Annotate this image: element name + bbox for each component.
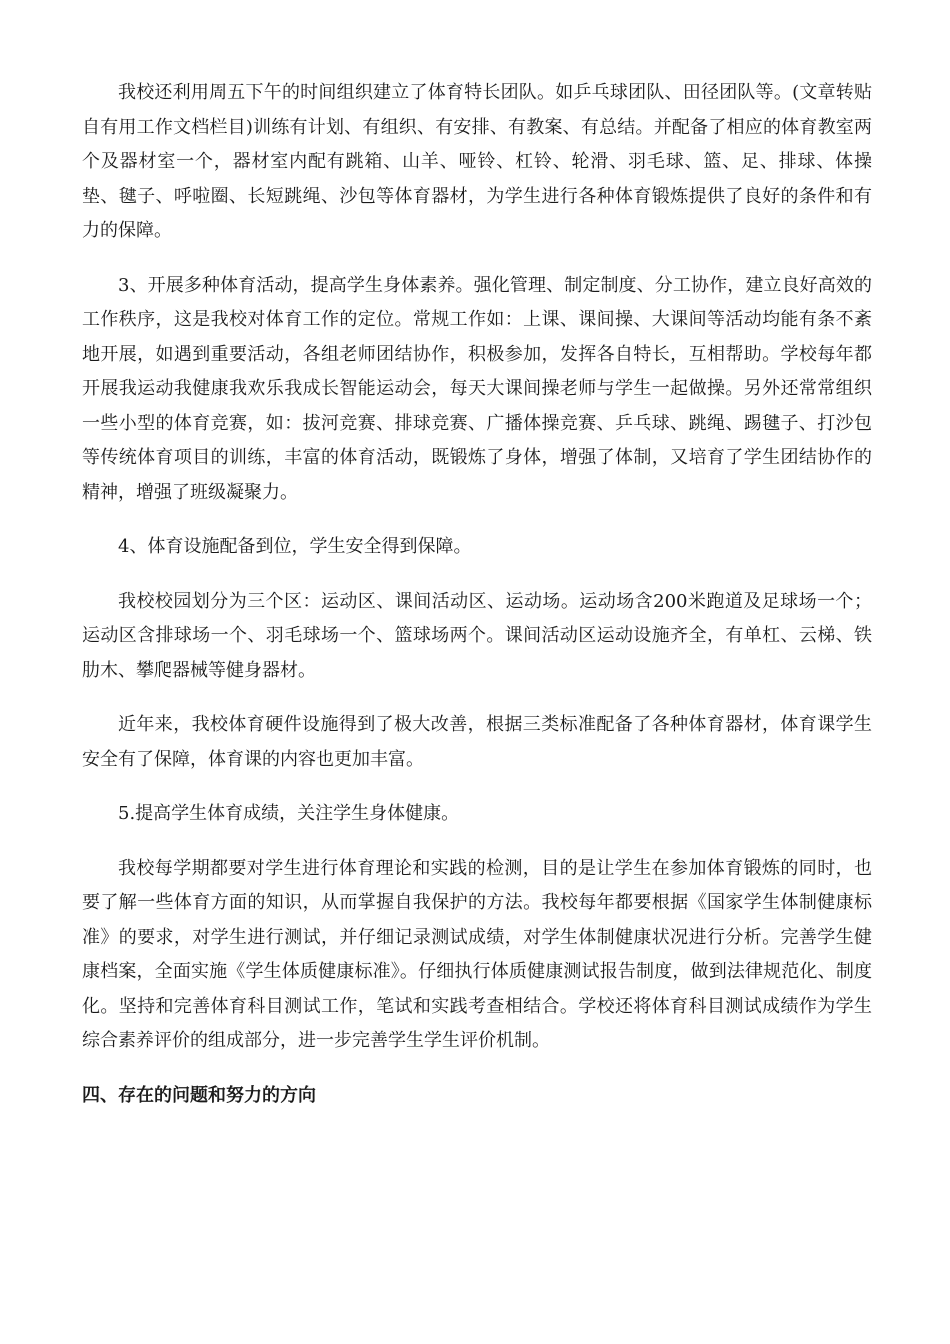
paragraph-facilities-title: 4、体育设施配备到位，学生安全得到保障。 bbox=[118, 536, 472, 557]
document-body bbox=[82, 76, 872, 1113]
paragraph-scores-title: 5.提高学生体育成绩，关注学生身体健康。 bbox=[118, 803, 460, 824]
paragraph-hardware-improvement: 近年来，我校体育硬件设施得到了极大改善，根据三类标准配备了各种体育器材，体育课学生安全有了保障，体育课的内容也更加丰富。 bbox=[82, 714, 872, 770]
paragraph-campus-zones: 我校校园划分为三个区：运动区、课间活动区、运动场。运动场含200米跑道及足球场一个；运动区含排球场一个、羽毛球场一个、篮球场两个。课间活动区运动设施齐全，有单杠、云梯、铁肋木、攀爬器械等健身器材。 bbox=[82, 590, 872, 681]
paragraph-testing: 我校每学期都要对学生进行体育理论和实践的检测，目的是让学生在参加体育锻炼的同时，也要了解一些体育方面的知识，从而掌握自我保护的方法。我校每年都要根据《国家学生体制健康标准》的要求，对学生进行测试，并仔细记录测试成绩，对学生体制健康状况进行分析。完善学生健康档案，全面实施《学生体质健康标准》。仔细执行体质健康测试报告制度，做到法律规范化、制度化。坚持和完善体育科目测试工作，笔试和实践考查相结合。学校还将体育科目测试成绩作为学生综合素养评价的组成部分，进一步完善学生学生评价机制。 bbox=[82, 857, 872, 1051]
paragraph-sports-activities: 3、开展多种体育活动，提高学生身体素养。强化管理、制定制度、分工协作，建立良好高效的工作秩序，这是我校对体育工作的定位。常规工作如：上课、课间操、大课间等活动均能有条不紊地开展，如遇到重要活动，各组老师团结协作，积极参加，发挥各自特长，互相帮助。学校每年都开展我运动我健康我欢乐我成长智能运动会，每天大课间操老师与学生一起做操。另外还常常组织一些小型的体育竞赛，如：拔河竞赛、排球竞赛、广播体操竞赛、乒乓球、跳绳、踢毽子、打沙包等传统体育项目的训练，丰富的体育活动，既锻炼了身体，增强了体制，又培育了学生团结协作的精神，增强了班级凝聚力。 bbox=[82, 274, 872, 503]
paragraph-sports-teams: 我校还利用周五下午的时间组织建立了体育特长团队。如乒乓球团队、田径团队等。(文章转贴自有用工作文档栏目)训练有计划、有组织、有安排、有教案、有总结。并配备了相应的体育教室两个及器材室一个，器材室内配有跳箱、山羊、哑铃、杠铃、轮滑、羽毛球、篮、足、排球、体操垫、毽子、呼啦圈、长短跳绳、沙包等体育器材，为学生进行各种体育锻炼提供了良好的条件和有力的保障。 bbox=[82, 82, 872, 241]
section-heading: 四、存在的问题和努力的方向 bbox=[82, 1084, 316, 1106]
